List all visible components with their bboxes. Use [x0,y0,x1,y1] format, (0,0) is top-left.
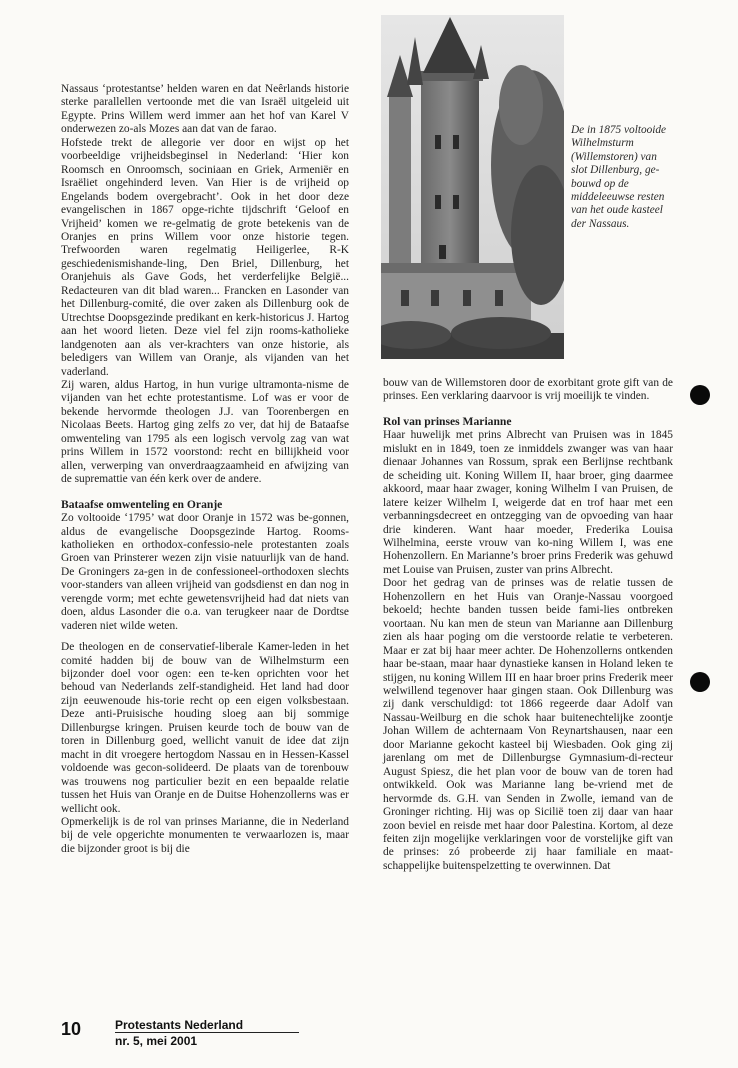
paragraph: Zij waren, aldus Hartog, in hun vurige ultramonta-nisme de vijanden van het echte protestantisme. Lof was er voor de bekende hervormde theologen J.J. van Toorenbergen en Nicolaas Beets. Hartog ging zelfs zo ver, dat hij de Bataafse omwenteling van 1795 als een logisch vervolg zag van wat prins Willem in 1572 voorstond: recht en billijkheid voor allen, verwerping van onverdraagzaamheid en afwijzing van de supremattie van één kerk over de andere. [61,378,349,486]
issue-info: nr. 5, mei 2001 [115,1034,198,1048]
paragraph: Door het gedrag van de prinses was de relatie tussen de Hohenzollern en het Huis van Oranje-Nassau voorgoed bekoeld; hechte banden tussen beide fami-lies ontbreken voortaan. Nu kan men de steun van Marianne aan Dillenburg zien als haar poging om die verstoorde relatie te verbeteren. Maar er zat bij haar meer achter. De Hohenzollerns ontkenden haar be-staan, maar haar dynastieke kansen in Holand leken te stijgen, nu koning Willem III en haar broer prins Frederik meer welwillend tegenover haar gingen staan. Ook Dillenburg was zij dank verschuldigd: tot 1866 regeerde daar Adolf van Nassau-Weilburg en die schok haar buitenechtelijke zoontje Johan Willem de achternaam Von Reynartshausen, naar een door Marianne gekocht kasteel bij Wiesbaden. Ook ging zij jarenlang om met de Dillenburgse Gymnasium-di-recteur August Spiesz, die het plan voor de bouw van de toren had ontwikkeld. Ook was Marianne lang be-vriend met de hervormde ds. G.H. van Senden in Zwolle, iemand van de Groninger richting. Hij was op Sicilië toen zij daar van haar zoon beviel en reisde met haar door Palestina. Kortom, al deze feiten zijn mogelijke verklaringen voor de vorstelijke gift van de prinses: zó probeerde zij haar familiale en maat-schappelijke buitenspelzetting te overwinnen. Dat [383,577,673,872]
binder-hole-bottom [690,672,710,692]
footer-rule [115,1032,299,1033]
magazine-title: Protestants Nederland [115,1018,244,1032]
right-column [383,377,673,873]
paragraph: Zo voltooide ‘1795’ wat door Oranje in 1572 was be-gonnen, aldus de evangelische Doopsgezinde Hartog. Rooms-katholieken en orthodox-confessio-nele protestanten zoals Groen van Prinsterer wezen zijn visie natuurlijk van de hand. De Groningers za-gen in de confessioneel-orthodoxen slechts voor-standers van alleen vrijheid van godsdienst en dan nog in verengde vorm; met echte gewetensvrijheid had dat niets van doen, aldus Lasonder die o.a. van terugkeer naar de Dordtse vaderen niet wilde weten. [61,512,349,632]
section-heading-marianne: Rol van prinses Marianne [383,414,512,428]
page-number: 10 [61,1019,82,1039]
paragraph: Haar huwelijk met prins Albrecht van Pruisen was in 1845 mislukt en in 1849, toen ze inmiddels zwanger was van haar dienaar Johannes van Rossum, sprak een Berlijnse rechtbank de scheiding uit. Koning Willem II, haar broer, ging daarmee akkoord, maar haar zwager, koning Wilhelm I van Pruisen, de latere keizer Wilhelm I, weigerde dat en trof haar met een verbanningsdecreet en ontzegging van de opvoeding van haar drie kinderen. Want haar moeder, Frederika Louisa Wilhelmina, eerste vrouw van ko-ning Willem I, was ene Hohenzollern. En Marianne’s broer prins Frederik was gehuwd met Louise van Pruisen, zuster van prins Albrecht. [383,429,673,576]
footer-publication [115,1018,243,1048]
paragraph: Nassaus ‘protestantse’ helden waren en dat Neêrlands historie sterke parallellen vertoonde met die van Israël uitgeleid uit Egypte. Prins Willem werd immer aan het hof van Karel V onderwezen zo-als Mozes aan dat van de farao. [61,83,349,136]
paragraph: De theologen en de conservatief-liberale Kamer-leden in het comité hadden bij de bouw van de Wilhelmsturm een bijzonder doel voor ogen: een te-ken oprichten voor het behoud van Nederlands zelf-standigheid. Het land had door zijn eeuwenoude his-torie recht op een eigen volksbestaan. Deze anti-Pruisische houding sloeg aan bij sommige Dillenburgse kringen. Pruisen keurde toch de bouw van de toren in Dillenburg goed, wellicht vanuit de idee dat zijn macht in dit vroegere hertogdom Nassau en in Hessen-Kassel voldoende was gecon-solideerd. De plaats van de torenbouw was trouwens nog particulier bezit en een bepaalde relatie tussen het Huis van Oranje en de Duitse Hohenzollerns was er wellicht ook. [61,641,349,815]
paragraph: bouw van de Willemstoren door de exorbitant grote gift van de prinses. Een verklaring daarvoor is vrij moeilijk te vinden. [383,377,673,403]
paragraph: Hofstede trekt de allegorie ver door en wijst op het voorbeeldige vrijheidsbeginsel in Nederland: ‘Hier kon Roomsch en Onroomsch, sociniaan en Griek, Armeniër en Israëliet ongehinderd leven. Van Hier is de vrijheid op Engelands bodem overgebracht’. Ook in het door deze evangelischen in 1867 opge-richte tijdschrift ‘Geloof en Vrijheid’ komen we re-gelmatig de grote betekenis van de Oranjes en prins Willem voor onze historie tegen. Trefwoorden waren regelmatig Heiligerlee, R-K geschiedenismishande-ling, Den Briel, Dillenburg, het Oranjehuis als Gave Gods, het verderfelijke België... Redacteuren van dit blad waren... Francken en Lasonder van het Dillenburg-comité, die over zaken als Dillenburg ook de Utrechtse Doopsgezinde predikant en kerk-historicus J. Hartog aan het woord lieten. Deze viel fel zijn rooms-katholieke landgenoten aan als ver-krachters van onze historie, als beledigers van Willem van Oranje, als vijanden van het vaderland. [61,136,349,378]
tower-photo [381,15,564,359]
binder-hole-top [690,385,710,405]
section-heading-bataafse: Bataafse omwenteling en Oranje [61,497,223,511]
photo-caption: De in 1875 voltooide Wilhelmsturm (Willemstoren) van slot Dillenburg, ge-bouwd op de middeleeuwse resten van het oude kasteel der Nassaus. [571,124,667,230]
left-column [61,83,349,856]
paragraph: Opmerkelijk is de rol van prinses Marianne, die in Nederland bij de vele opgerichte monumenten te verwaarlozen is, maar die bijzonder groot is bij die [61,816,349,855]
